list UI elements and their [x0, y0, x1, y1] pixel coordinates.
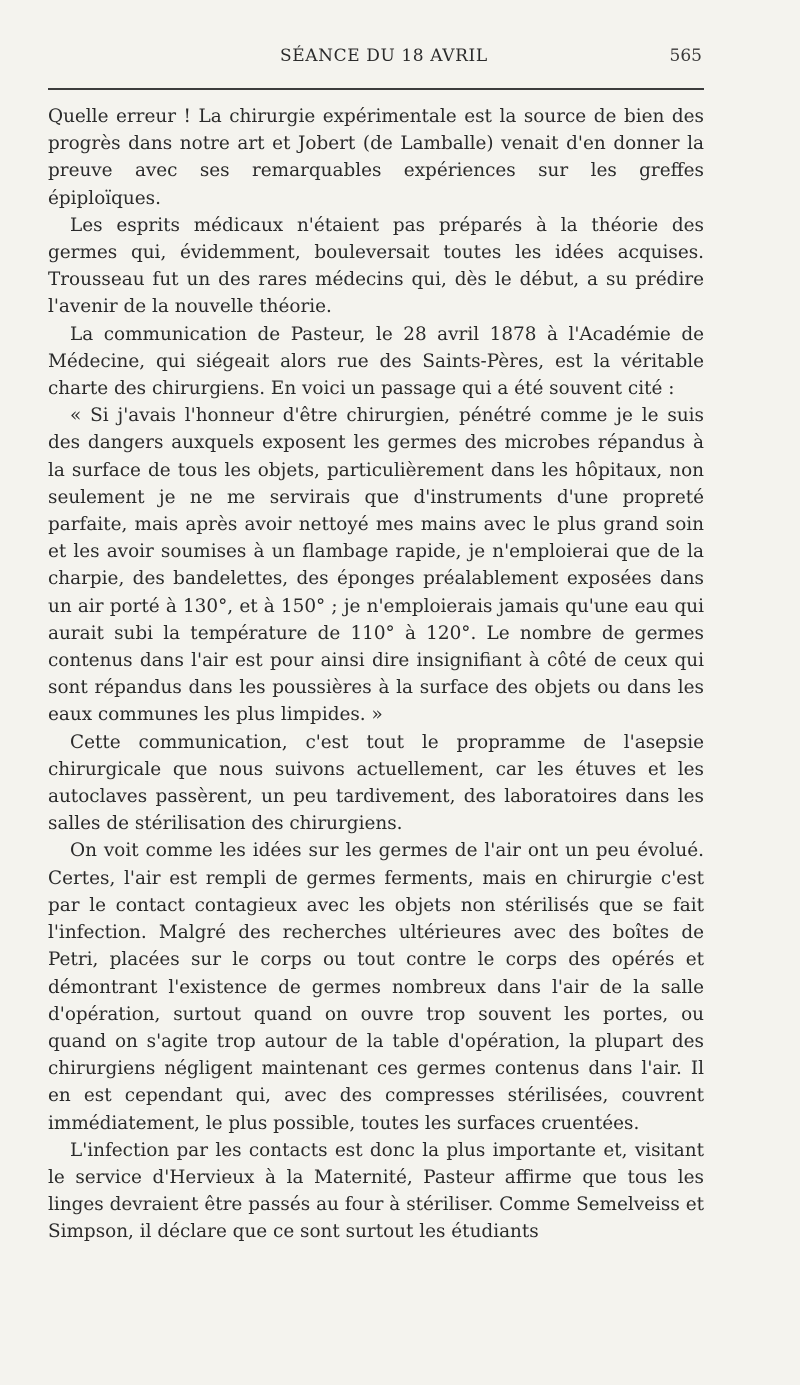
paragraph-6: On voit comme les idées sur les germes de l'air ont un peu évolué. Certes, l'air est rempli de germes ferments, mais en chirurgie c'est par le contact contagieux avec les objets non stérilisés que se fait l'infection. Malgré des recherches ultérieures avec des boîtes de Petri, placées sur le corps ou tout contre le corps des opérés et démontrant l'existence de germes nombreux dans l'air de la salle d'opération, surtout quand on ouvre trop souvent les portes, ou quand on s'agite trop autour de la table d'opération, la plupart des chirurgiens négligent maintenant ces germes contenus dans l'air. Il en est cependant qui, avec des compresses stérilisées, couvrent immédiatement, le plus possible, toutes les surfaces cruentées. — [48, 840, 704, 1134]
paragraph-1: Quelle erreur ! La chirurgie expérimentale est la source de bien des progrès dans notre art et Jobert (de Lamballe) venait d'en donner la preuve avec ses remarquables expériences sur les greffes épiploïques. — [48, 106, 704, 209]
page-number: 565 — [669, 46, 702, 66]
running-title: SÉANCE DU 18 AVRIL — [280, 46, 488, 66]
quotation-paragraph: « Si j'avais l'honneur d'être chirurgien, pénétré comme je le suis des dangers auxquels exposent les germes des microbes répandus à la surface de tous les objets, particulièrement dans les hôpitaux, non seulement je ne me servirais que d'instruments d'une propreté parfaite, mais après avoir nettoyé mes mains avec le plus grand soin et les avoir soumises à un flambage rapide, je n'emploierai que de la charpie, des bandelettes, des éponges préalablement exposées dans un air porté à 130°, et à 150° ; je n'emploierais jamais qu'une eau qui aurait subi la température de 110° à 120°. Le nombre de germes contenus dans l'air est pour ainsi dire insignifiant à côté de ceux qui sont répandus dans les poussières à la surface des objets ou dans les eaux communes les plus limpides. » — [48, 405, 704, 726]
paragraph-3: La communication de Pasteur, le 28 avril 1878 à l'Académie de Médecine, qui siégeait alors rue des Saints-Pères, est la véritable charte des chirurgiens. En voici un passage qui a été souvent cité : — [48, 323, 704, 400]
paragraph-7: L'infection par les contacts est donc la plus importante et, visitant le service d'Hervieux à la Maternité, Pasteur affirme que tous les linges devraient être passés au four à stériliser. Comme Semelveiss et Simpson, il déclare que ce sont surtout les étudiants — [48, 1139, 704, 1243]
body-text — [48, 103, 704, 1246]
header-rule — [48, 88, 704, 90]
running-header — [48, 46, 702, 72]
document-page — [48, 0, 702, 1385]
paragraph-5: Cette communication, c'est tout le propramme de l'asepsie chirurgicale que nous suivons actuellement, car les étuves et les autoclaves passèrent, un peu tardivement, des laboratoires dans les salles de stérilisation des chirurgiens. — [48, 731, 704, 835]
paragraph-2: Les esprits médicaux n'étaient pas préparés à la théorie des germes qui, évidemment, bouleversait toutes les idées acquises. Trousseau fut un des rares médecins qui, dès le début, a su prédire l'avenir de la nouvelle théorie. — [48, 214, 704, 318]
